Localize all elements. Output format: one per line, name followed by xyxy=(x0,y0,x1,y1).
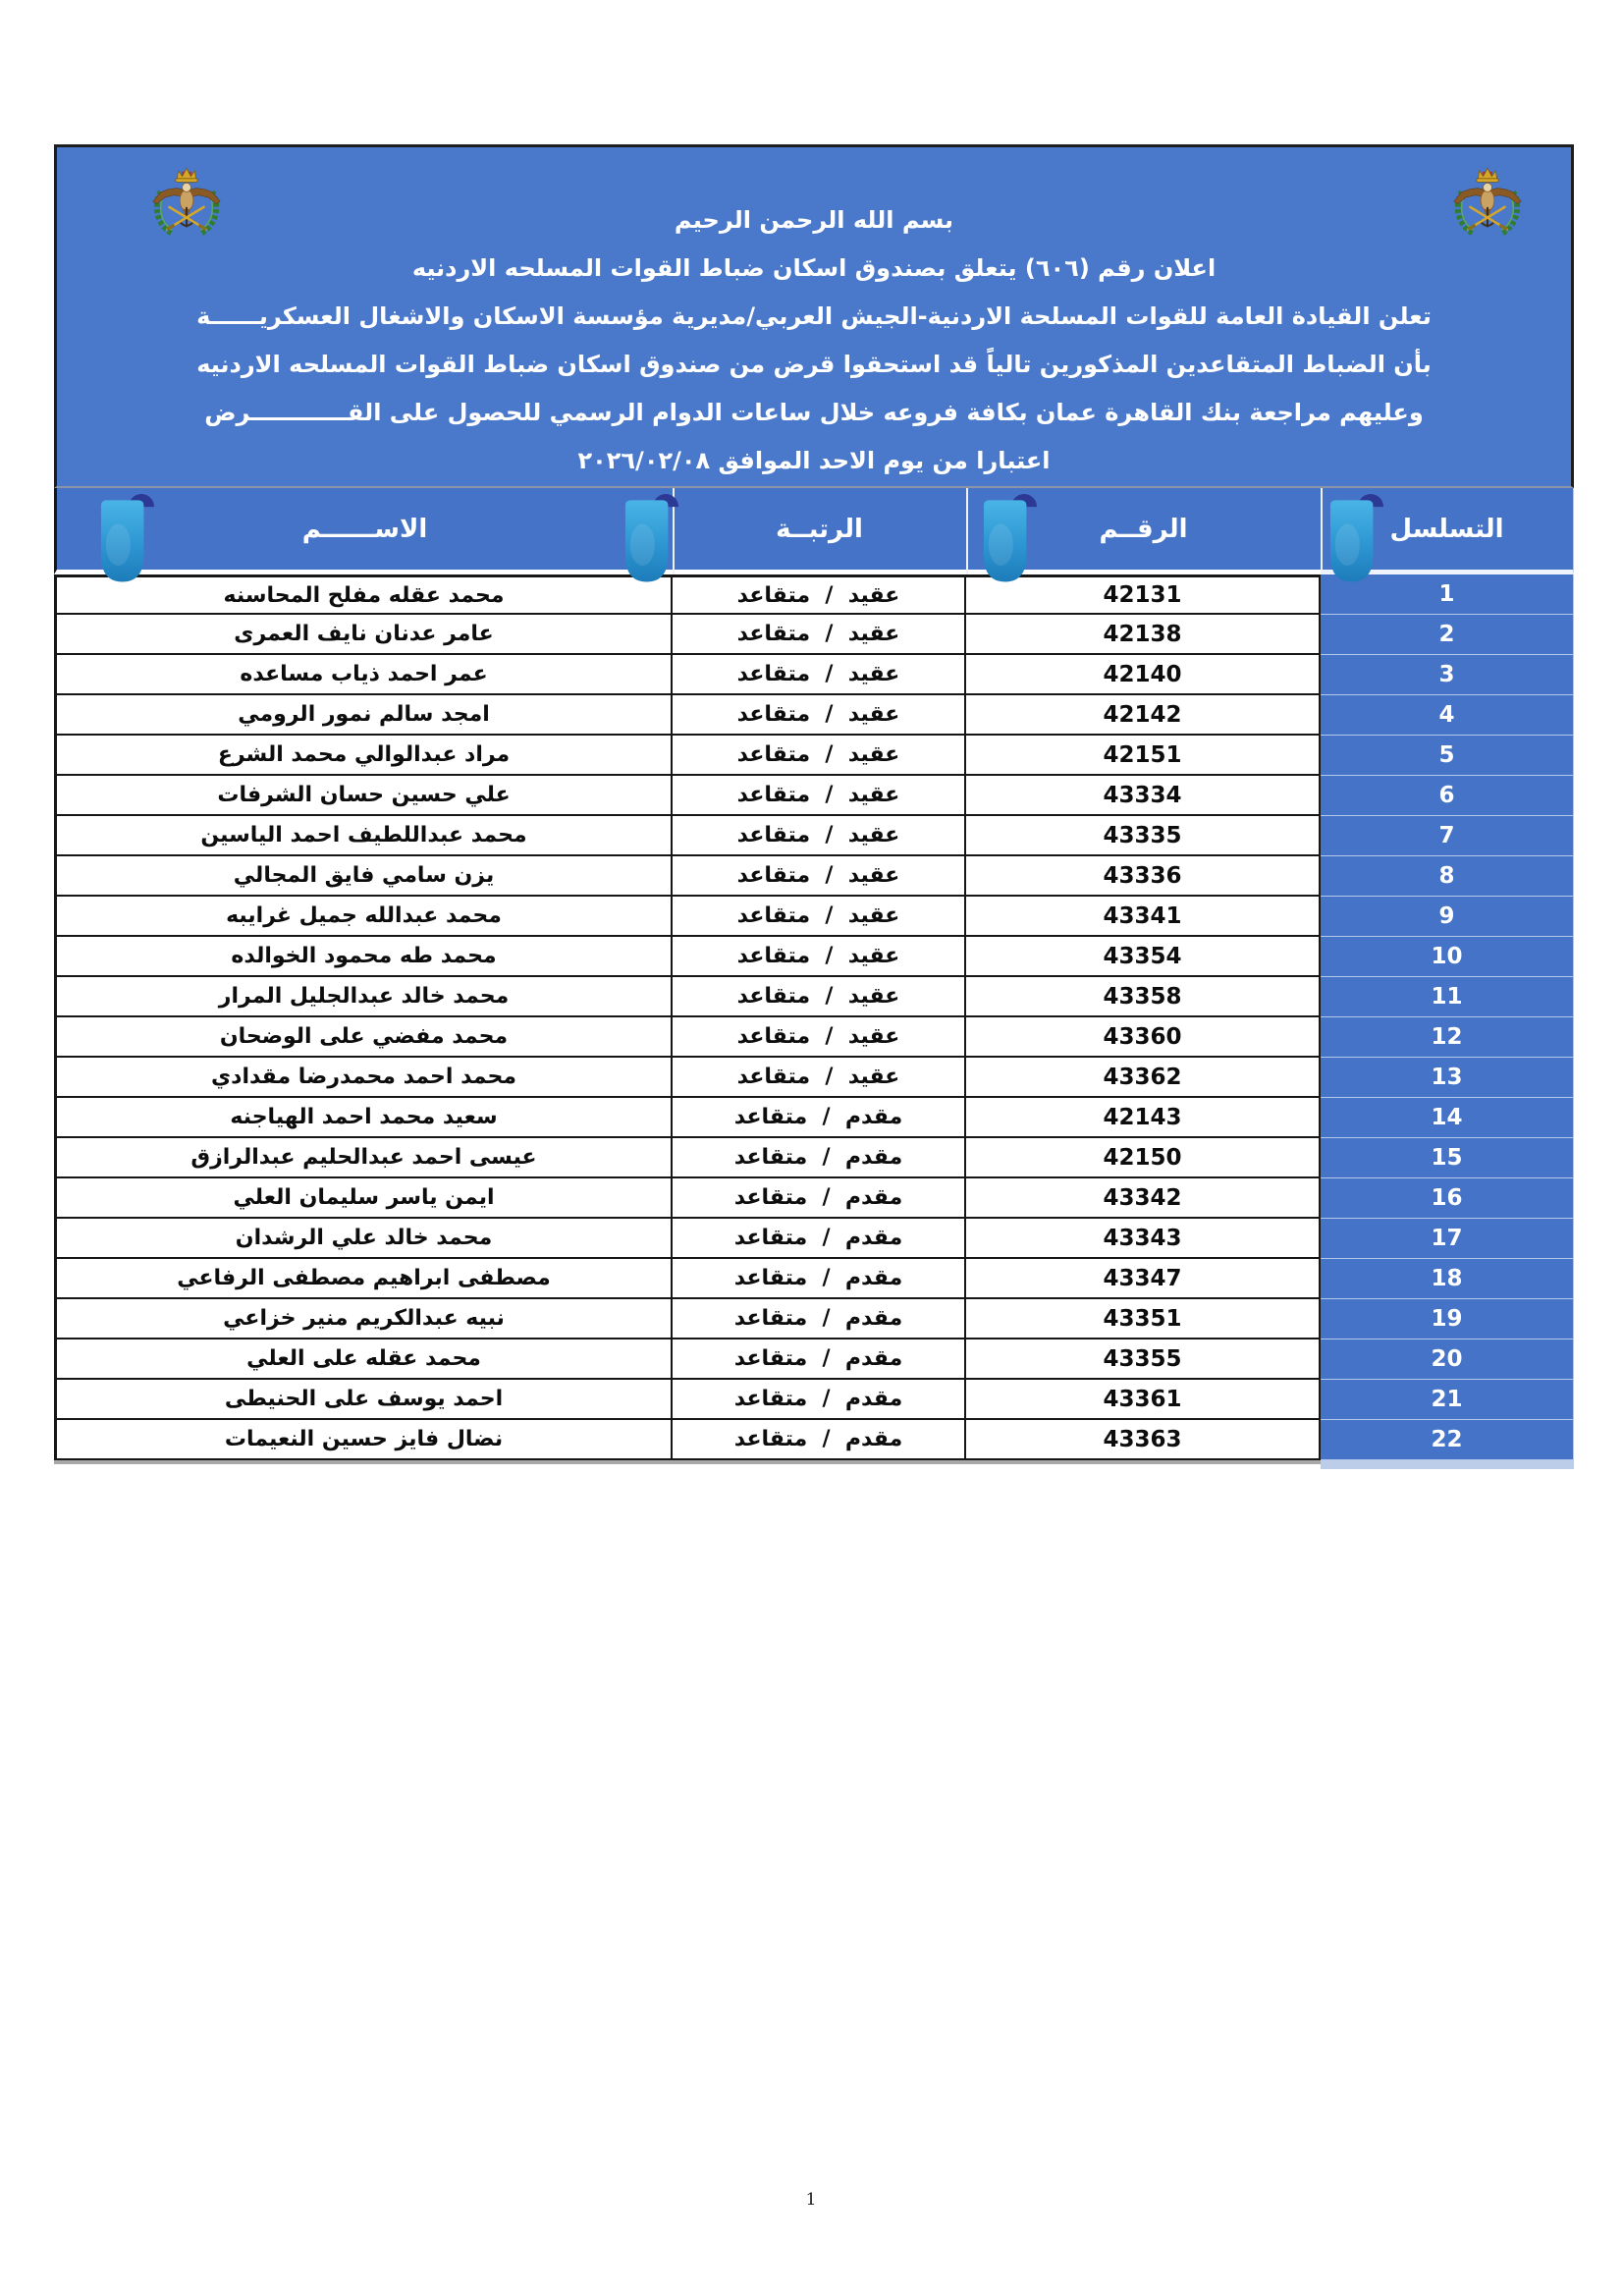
cell-serial: 9 xyxy=(1321,897,1574,937)
table-row xyxy=(54,1138,1574,1178)
cell-name: محمد عقله على العلي xyxy=(54,1339,673,1380)
cell-name: علي حسين حسان الشرفات xyxy=(54,776,673,816)
cell-rank: مقدم / متقاعد xyxy=(673,1219,966,1259)
column-header-number: الرقــم xyxy=(966,488,1321,574)
cell-name: محمد احمد محمدرضا مقدادي xyxy=(54,1058,673,1098)
table-row xyxy=(54,655,1574,695)
cell-rank: عقيد / متقاعد xyxy=(673,1017,966,1058)
cell-number: 42138 xyxy=(966,615,1321,655)
cell-serial: 6 xyxy=(1321,776,1574,816)
table-row xyxy=(54,1219,1574,1259)
table-row xyxy=(54,1339,1574,1380)
cell-rank: مقدم / متقاعد xyxy=(673,1339,966,1380)
cell-serial: 20 xyxy=(1321,1339,1574,1380)
cell-rank: مقدم / متقاعد xyxy=(673,1380,966,1420)
cell-name: محمد عبدالله جميل غرايبه xyxy=(54,897,673,937)
cell-name: محمد مفضي على الوضحان xyxy=(54,1017,673,1058)
cell-number: 43354 xyxy=(966,937,1321,977)
cell-number: 43341 xyxy=(966,897,1321,937)
cell-name: ايمن ياسر سليمان العلي xyxy=(54,1178,673,1219)
cell-rank: عقيد / متقاعد xyxy=(673,856,966,897)
table-row xyxy=(54,816,1574,856)
cell-serial: 14 xyxy=(1321,1098,1574,1138)
cell-rank: مقدم / متقاعد xyxy=(673,1098,966,1138)
cell-number: 43351 xyxy=(966,1299,1321,1339)
cell-rank: عقيد / متقاعد xyxy=(673,695,966,736)
table-row xyxy=(54,1178,1574,1219)
cell-number: 42151 xyxy=(966,736,1321,776)
announcement-text xyxy=(57,196,1571,485)
cell-serial: 11 xyxy=(1321,977,1574,1017)
table-row xyxy=(54,615,1574,655)
cell-number: 43360 xyxy=(966,1017,1321,1058)
table-row xyxy=(54,1380,1574,1420)
cell-rank: مقدم / متقاعد xyxy=(673,1178,966,1219)
cell-name: محمد عبداللطيف احمد الياسين xyxy=(54,816,673,856)
cell-number: 42142 xyxy=(966,695,1321,736)
cell-number: 43362 xyxy=(966,1058,1321,1098)
cell-number: 42140 xyxy=(966,655,1321,695)
officers-table xyxy=(54,488,1574,1460)
cell-serial: 13 xyxy=(1321,1058,1574,1098)
cell-number: 43358 xyxy=(966,977,1321,1017)
cell-name: سعيد محمد احمد الهياجنه xyxy=(54,1098,673,1138)
cell-name: محمد عقله مفلح المحاسنه xyxy=(54,574,673,615)
cell-serial: 1 xyxy=(1321,574,1574,615)
cell-serial: 22 xyxy=(1321,1420,1574,1460)
issuer-line: تعلن القيادة العامة للقوات المسلحة الاردنية-الجيش العربي/مديرية مؤسسة الاسكان والاشغال العسكريــــــة xyxy=(196,302,1432,330)
cell-name: عامر عدنان نايف العمرى xyxy=(54,615,673,655)
table-row xyxy=(54,897,1574,937)
announcement-header xyxy=(54,144,1574,488)
cell-number: 43361 xyxy=(966,1380,1321,1420)
table-row xyxy=(54,736,1574,776)
cell-number: 43343 xyxy=(966,1219,1321,1259)
cell-name: عيسى احمد عبدالحليم عبدالرازق xyxy=(54,1138,673,1178)
cell-serial: 21 xyxy=(1321,1380,1574,1420)
table-row xyxy=(54,1299,1574,1339)
cell-rank: مقدم / متقاعد xyxy=(673,1420,966,1460)
cell-serial: 15 xyxy=(1321,1138,1574,1178)
table-row xyxy=(54,1098,1574,1138)
bank-instruction-line: وعليهم مراجعة بنك القاهرة عمان بكافة فروعه خلال ساعات الدوام الرسمي للحصول على القــــــــــــرض xyxy=(204,399,1424,426)
cell-name: مصطفى ابراهيم مصطفى الرفاعي xyxy=(54,1259,673,1299)
table-row xyxy=(54,856,1574,897)
cell-serial: 16 xyxy=(1321,1178,1574,1219)
cell-serial: 17 xyxy=(1321,1219,1574,1259)
cell-serial: 5 xyxy=(1321,736,1574,776)
page-number: 1 xyxy=(805,2190,817,2210)
table-row xyxy=(54,977,1574,1017)
cell-number: 43336 xyxy=(966,856,1321,897)
table-body xyxy=(54,574,1574,1460)
table-row xyxy=(54,1420,1574,1460)
ribbon-pin-icon xyxy=(623,492,680,584)
cell-rank: مقدم / متقاعد xyxy=(673,1299,966,1339)
cell-name: نبيه عبدالكريم منير خزاعي xyxy=(54,1299,673,1339)
cell-rank: عقيد / متقاعد xyxy=(673,1058,966,1098)
cell-rank: عقيد / متقاعد xyxy=(673,937,966,977)
cell-rank: عقيد / متقاعد xyxy=(673,776,966,816)
cell-serial: 8 xyxy=(1321,856,1574,897)
table-row xyxy=(54,1058,1574,1098)
cell-serial: 19 xyxy=(1321,1299,1574,1339)
serial-column-footer xyxy=(1321,1460,1574,1469)
table-row xyxy=(54,695,1574,736)
cell-serial: 18 xyxy=(1321,1259,1574,1299)
cell-rank: عقيد / متقاعد xyxy=(673,897,966,937)
ribbon-pin-icon xyxy=(1328,492,1385,584)
cell-name: محمد خالد عبدالجليل المرار xyxy=(54,977,673,1017)
cell-name: امجد سالم نمور الرومي xyxy=(54,695,673,736)
ribbon-pin-icon xyxy=(982,492,1039,584)
cell-name: يزن سامي فايق المجالي xyxy=(54,856,673,897)
cell-name: عمر احمد ذياب مساعده xyxy=(54,655,673,695)
cell-rank: عقيد / متقاعد xyxy=(673,816,966,856)
cell-number: 43335 xyxy=(966,816,1321,856)
cell-number: 43363 xyxy=(966,1420,1321,1460)
column-header-serial: التسلسل xyxy=(1321,488,1574,574)
cell-name: محمد طه محمود الخوالده xyxy=(54,937,673,977)
cell-number: 43355 xyxy=(966,1339,1321,1380)
cell-number: 42131 xyxy=(966,574,1321,615)
cell-serial: 10 xyxy=(1321,937,1574,977)
effective-date-line: اعتبارا من يوم الاحد الموافق ٢٠٢٦/٠٢/٠٨ xyxy=(577,447,1051,474)
column-header-rank: الرتبــة xyxy=(673,488,966,574)
cell-rank: مقدم / متقاعد xyxy=(673,1259,966,1299)
ribbon-pin-icon xyxy=(99,492,156,584)
table-row xyxy=(54,937,1574,977)
cell-rank: عقيد / متقاعد xyxy=(673,655,966,695)
announcement-number-line: اعلان رقم (٦٠٦) يتعلق بصندوق اسكان ضباط القوات المسلحه الاردنيه xyxy=(411,254,1217,282)
cell-serial: 2 xyxy=(1321,615,1574,655)
table-row xyxy=(54,1259,1574,1299)
cell-serial: 3 xyxy=(1321,655,1574,695)
bismillah-line: بسم الله الرحمن الرحيم xyxy=(674,206,954,234)
cell-name: احمد يوسف على الحنيطى xyxy=(54,1380,673,1420)
cell-rank: عقيد / متقاعد xyxy=(673,574,966,615)
cell-number: 43347 xyxy=(966,1259,1321,1299)
cell-serial: 4 xyxy=(1321,695,1574,736)
cell-number: 43334 xyxy=(966,776,1321,816)
cell-rank: عقيد / متقاعد xyxy=(673,977,966,1017)
cell-rank: عقيد / متقاعد xyxy=(673,736,966,776)
cell-serial: 12 xyxy=(1321,1017,1574,1058)
cell-serial: 7 xyxy=(1321,816,1574,856)
cell-name: نضال فايز حسين النعيمات xyxy=(54,1420,673,1460)
table-row xyxy=(54,776,1574,816)
cell-rank: عقيد / متقاعد xyxy=(673,615,966,655)
eligibility-line: بأن الضباط المتقاعدين المذكورين تالياً قد استحقوا قرض من صندوق اسكان ضباط القوات المسلحه الاردنيه xyxy=(196,351,1432,378)
table-row xyxy=(54,1017,1574,1058)
cell-name: محمد خالد علي الرشدان xyxy=(54,1219,673,1259)
cell-rank: مقدم / متقاعد xyxy=(673,1138,966,1178)
cell-name: مراد عبدالوالي محمد الشرع xyxy=(54,736,673,776)
cell-number: 42143 xyxy=(966,1098,1321,1138)
column-header-name: الاســــــم xyxy=(54,488,673,574)
cell-number: 43342 xyxy=(966,1178,1321,1219)
cell-number: 42150 xyxy=(966,1138,1321,1178)
